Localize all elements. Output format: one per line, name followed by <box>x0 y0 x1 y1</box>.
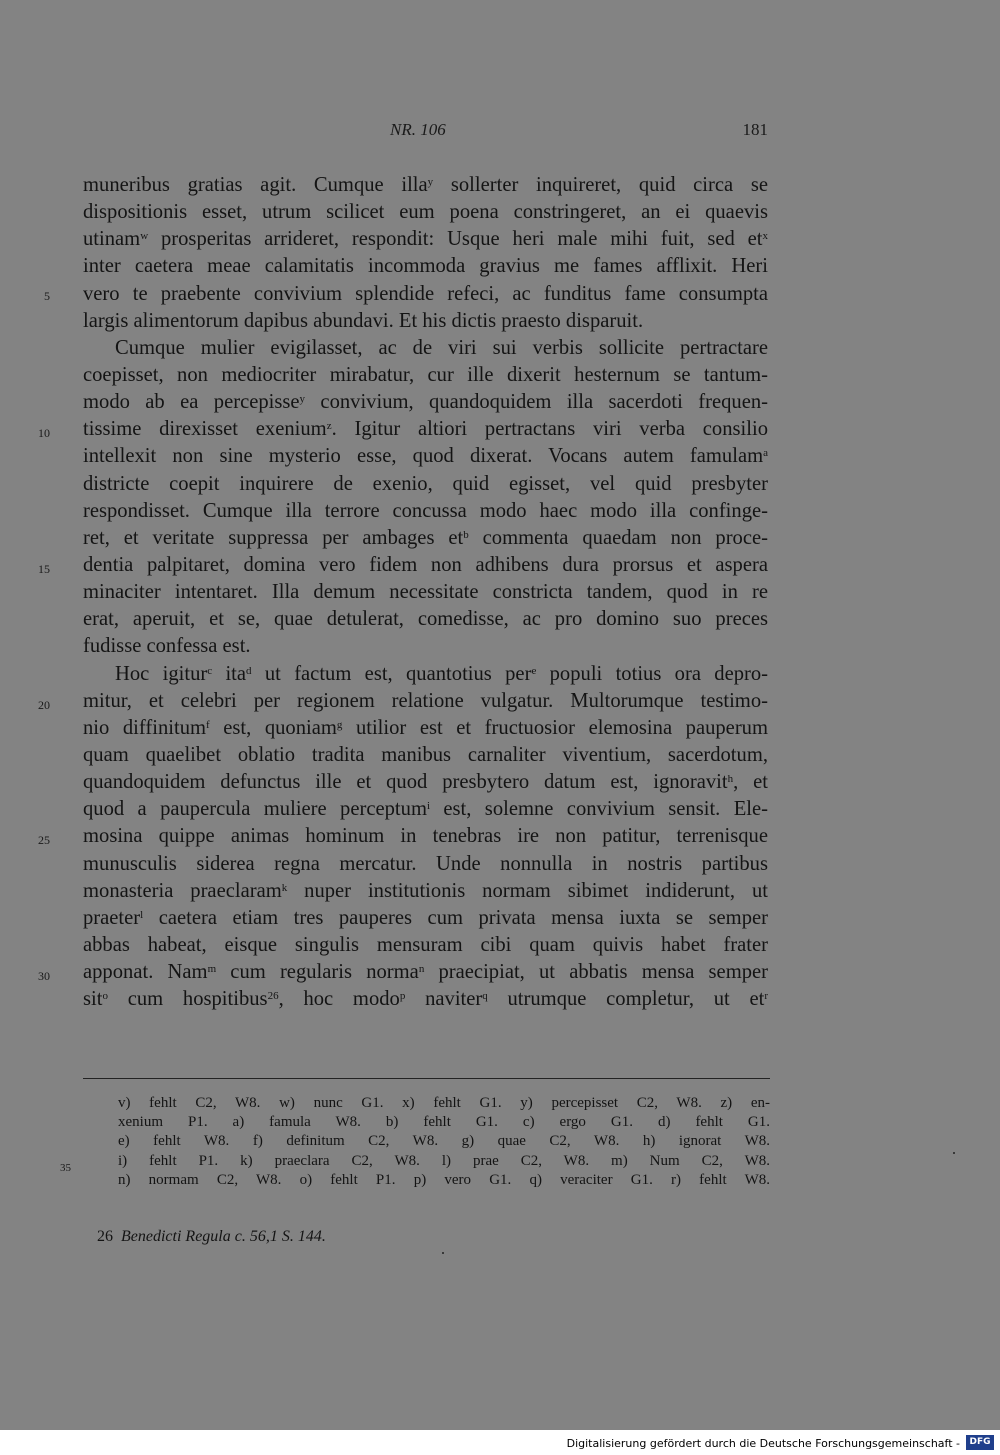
text-line: apponat. Nam$^m$ cum regularis norma$^n$ praecipiat, ut abbatis mensa semper <box>83 961 769 984</box>
text-line: dentia palpitaret, domina vero fidem non adhibens dura prorsus et aspera <box>83 553 768 576</box>
footnote-marker: e <box>531 664 537 677</box>
page-number: 181 <box>742 120 768 139</box>
text-line: munusculis siderea regna mercatur. Unde nonnulla in nostris partibus <box>83 852 768 875</box>
apparatus-line: xenium P1. a) famula W8. b) fehlt G1. c) ergo G1. d) fehlt G1. <box>118 1114 770 1131</box>
line-number-15: 15 <box>38 562 50 576</box>
source-footnote-text: Benedicti Regula c. 56,1 S. 144. <box>121 1228 326 1245</box>
text-line: ret, et veritate suppressa per ambages $et^b$ commenta quaedam non proce- <box>83 526 768 549</box>
text-line: tissime direxisset exenium$^z$. Igitur altiori pertractans viri verba consilio <box>83 418 768 441</box>
apparatus-line: i) fehlt P1. k) praeclara C2, W8. l) prae C2, W8. m) Num C2, W8. <box>118 1152 770 1169</box>
main-text <box>83 172 768 1013</box>
apparatus-line: e) fehlt W8. f) definitum C2, W8. g) quae C2, W8. h) ignorat W8. <box>118 1133 770 1150</box>
funding-credit: Digitalisierung gefördert durch die Deutsche Forschungsgemeinschaft - <box>566 1437 960 1450</box>
footnote-marker: c <box>207 664 213 677</box>
footnote-marker: y <box>299 393 306 406</box>
line-number-5: 5 <box>44 289 50 303</box>
line-number-20: 20 <box>38 698 50 712</box>
text-line: quod a paupercula muliere perceptum$^i$ est, solemne convivium sensit. Ele- <box>83 798 768 821</box>
critical-apparatus <box>118 1094 770 1190</box>
running-head: NR. 106 <box>390 120 446 139</box>
apparatus-line: v) fehlt C2, W8. w) nunc G1. x) fehlt G1. y) percepisset C2, W8. z) en- <box>118 1095 770 1111</box>
footnote-marker: h <box>727 773 734 786</box>
text-line: districte coepit inquirere de exenio, quid egisset, vel quid presbyter <box>83 472 768 495</box>
footnote-rule <box>83 1078 770 1079</box>
footnote-marker: z <box>326 420 332 433</box>
footer-bar <box>0 1430 1000 1455</box>
text-line: Hoc igitur$^c$ ita$^d$ ut factum est, quantotius per$^e$ populi totius ora depro- <box>115 662 769 685</box>
text-line: respondisset. Cumque illa terrore concussa modo haec modo illa confinge- <box>83 499 768 522</box>
footnote-marker: b <box>463 528 469 541</box>
footnote-marker: y <box>427 176 434 188</box>
text-line: quandoquidem defunctus ille et quod presbytero datum est, ignoravit$^h$, et <box>83 771 768 794</box>
footnote-marker: x <box>762 230 768 243</box>
footnote-marker: g <box>336 718 343 731</box>
footnote-marker: w <box>140 230 149 243</box>
text-line: praeter$^l$ caetera etiam tres pauperes cum privata mensa iuxta se semper <box>83 906 768 929</box>
footnote-marker: m <box>207 963 217 976</box>
footnote-marker: a <box>763 447 768 460</box>
footnote-marker: 26 <box>267 990 279 1003</box>
source-footnote-number: 26 <box>97 1228 113 1245</box>
dfg-logo: DFG <box>966 1435 994 1450</box>
text-line: modo ab ea percepisse$^y$ convivium, quandoquidem illa sacerdoti frequen- <box>83 391 768 414</box>
speck <box>442 1252 444 1254</box>
text-line: coepisset, non mediocriter mirabatur, cur ille dixerit hesternum se tantum- <box>83 363 768 386</box>
text-line: intellexit non sine mysterio esse, quod dixerat. Vocans autem famulam$^a$ <box>83 445 768 468</box>
text-line: utinam$^w$ prosperitas arrideret, respondit: Usque heri male mihi fuit, sed $et^x$ <box>83 228 768 251</box>
footnote-marker: p <box>399 990 406 1003</box>
text-line: sit$^o$ cum hospitibus$^{26}$, hoc modo$^p$ naviter$^q$ utrumque completur, ut $et^r$ <box>83 988 768 1011</box>
source-footnote <box>97 1228 326 1246</box>
line-number-30: 30 <box>38 969 50 983</box>
text-line: vero te praebente convivium splendide refeci, ac funditus fame consumpta <box>83 282 768 305</box>
footnote-marker: l <box>140 908 144 921</box>
text-line: erat, aperuit, et se, quae detulerat, comedisse, ac pro domino suo preces <box>83 608 768 631</box>
footnote-marker: k <box>281 881 288 894</box>
text-line: monasteria praeclaram$^k$ nuper institutionis normam sibimet indiderunt, ut <box>83 879 768 902</box>
text-line: fudisse confessa est. <box>83 635 251 658</box>
text-line: dispositionis esset, utrum scilicet eum poena constringeret, an ei quaevis <box>83 201 768 224</box>
text-line: inter caetera meae calamitatis incommoda gravius me fames afflixit. Heri <box>83 255 768 278</box>
text-line: largis alimentorum dapibus abundavi. Et his dictis praesto disparuit. <box>83 309 644 332</box>
text-line: muneribus gratias agit. Cumque illa$^y$ sollerter inquireret, quid circa se <box>83 174 768 196</box>
text-line: mosina quippe animas hominum in tenebras ire non patitur, terrenisque <box>83 825 768 848</box>
footnote-marker: r <box>764 990 768 1003</box>
text-line: nio diffinitum$^f$ est, quoniam$^g$ utilior est et fructuosior elemosina pauperum <box>83 716 768 739</box>
text-line: abbas habeat, eisque singulis mensuram cibi quam quivis habet frater <box>83 933 768 956</box>
text-line: Cumque mulier evigilasset, ac de viri sui verbis sollicite pertractare <box>115 336 768 359</box>
footnote-marker: f <box>206 718 210 731</box>
text-line: quam quaelibet oblatio tradita manibus carnaliter viventium, sacerdotum, <box>83 743 768 766</box>
footnote-marker: n <box>418 963 425 976</box>
footnote-marker: o <box>102 990 108 1003</box>
text-line: minaciter intentaret. Illa demum necessitate constricta tandem, quod in re <box>83 581 768 604</box>
apparatus-line: n) normam C2, W8. o) fehlt P1. p) vero G1. q) veraciter G1. r) fehlt W8. <box>118 1171 770 1188</box>
apparatus-line-number: 35 <box>60 1162 71 1174</box>
footnote-marker: d <box>246 664 252 677</box>
footnote-marker: i <box>426 800 431 813</box>
line-number-25: 25 <box>38 833 50 847</box>
speck <box>953 1152 955 1154</box>
footnote-marker: q <box>482 990 488 1003</box>
text-line: mitur, et celebri per regionem relatione vulgatur. Multorumque testimo- <box>83 689 768 712</box>
line-number-10: 10 <box>38 426 50 440</box>
